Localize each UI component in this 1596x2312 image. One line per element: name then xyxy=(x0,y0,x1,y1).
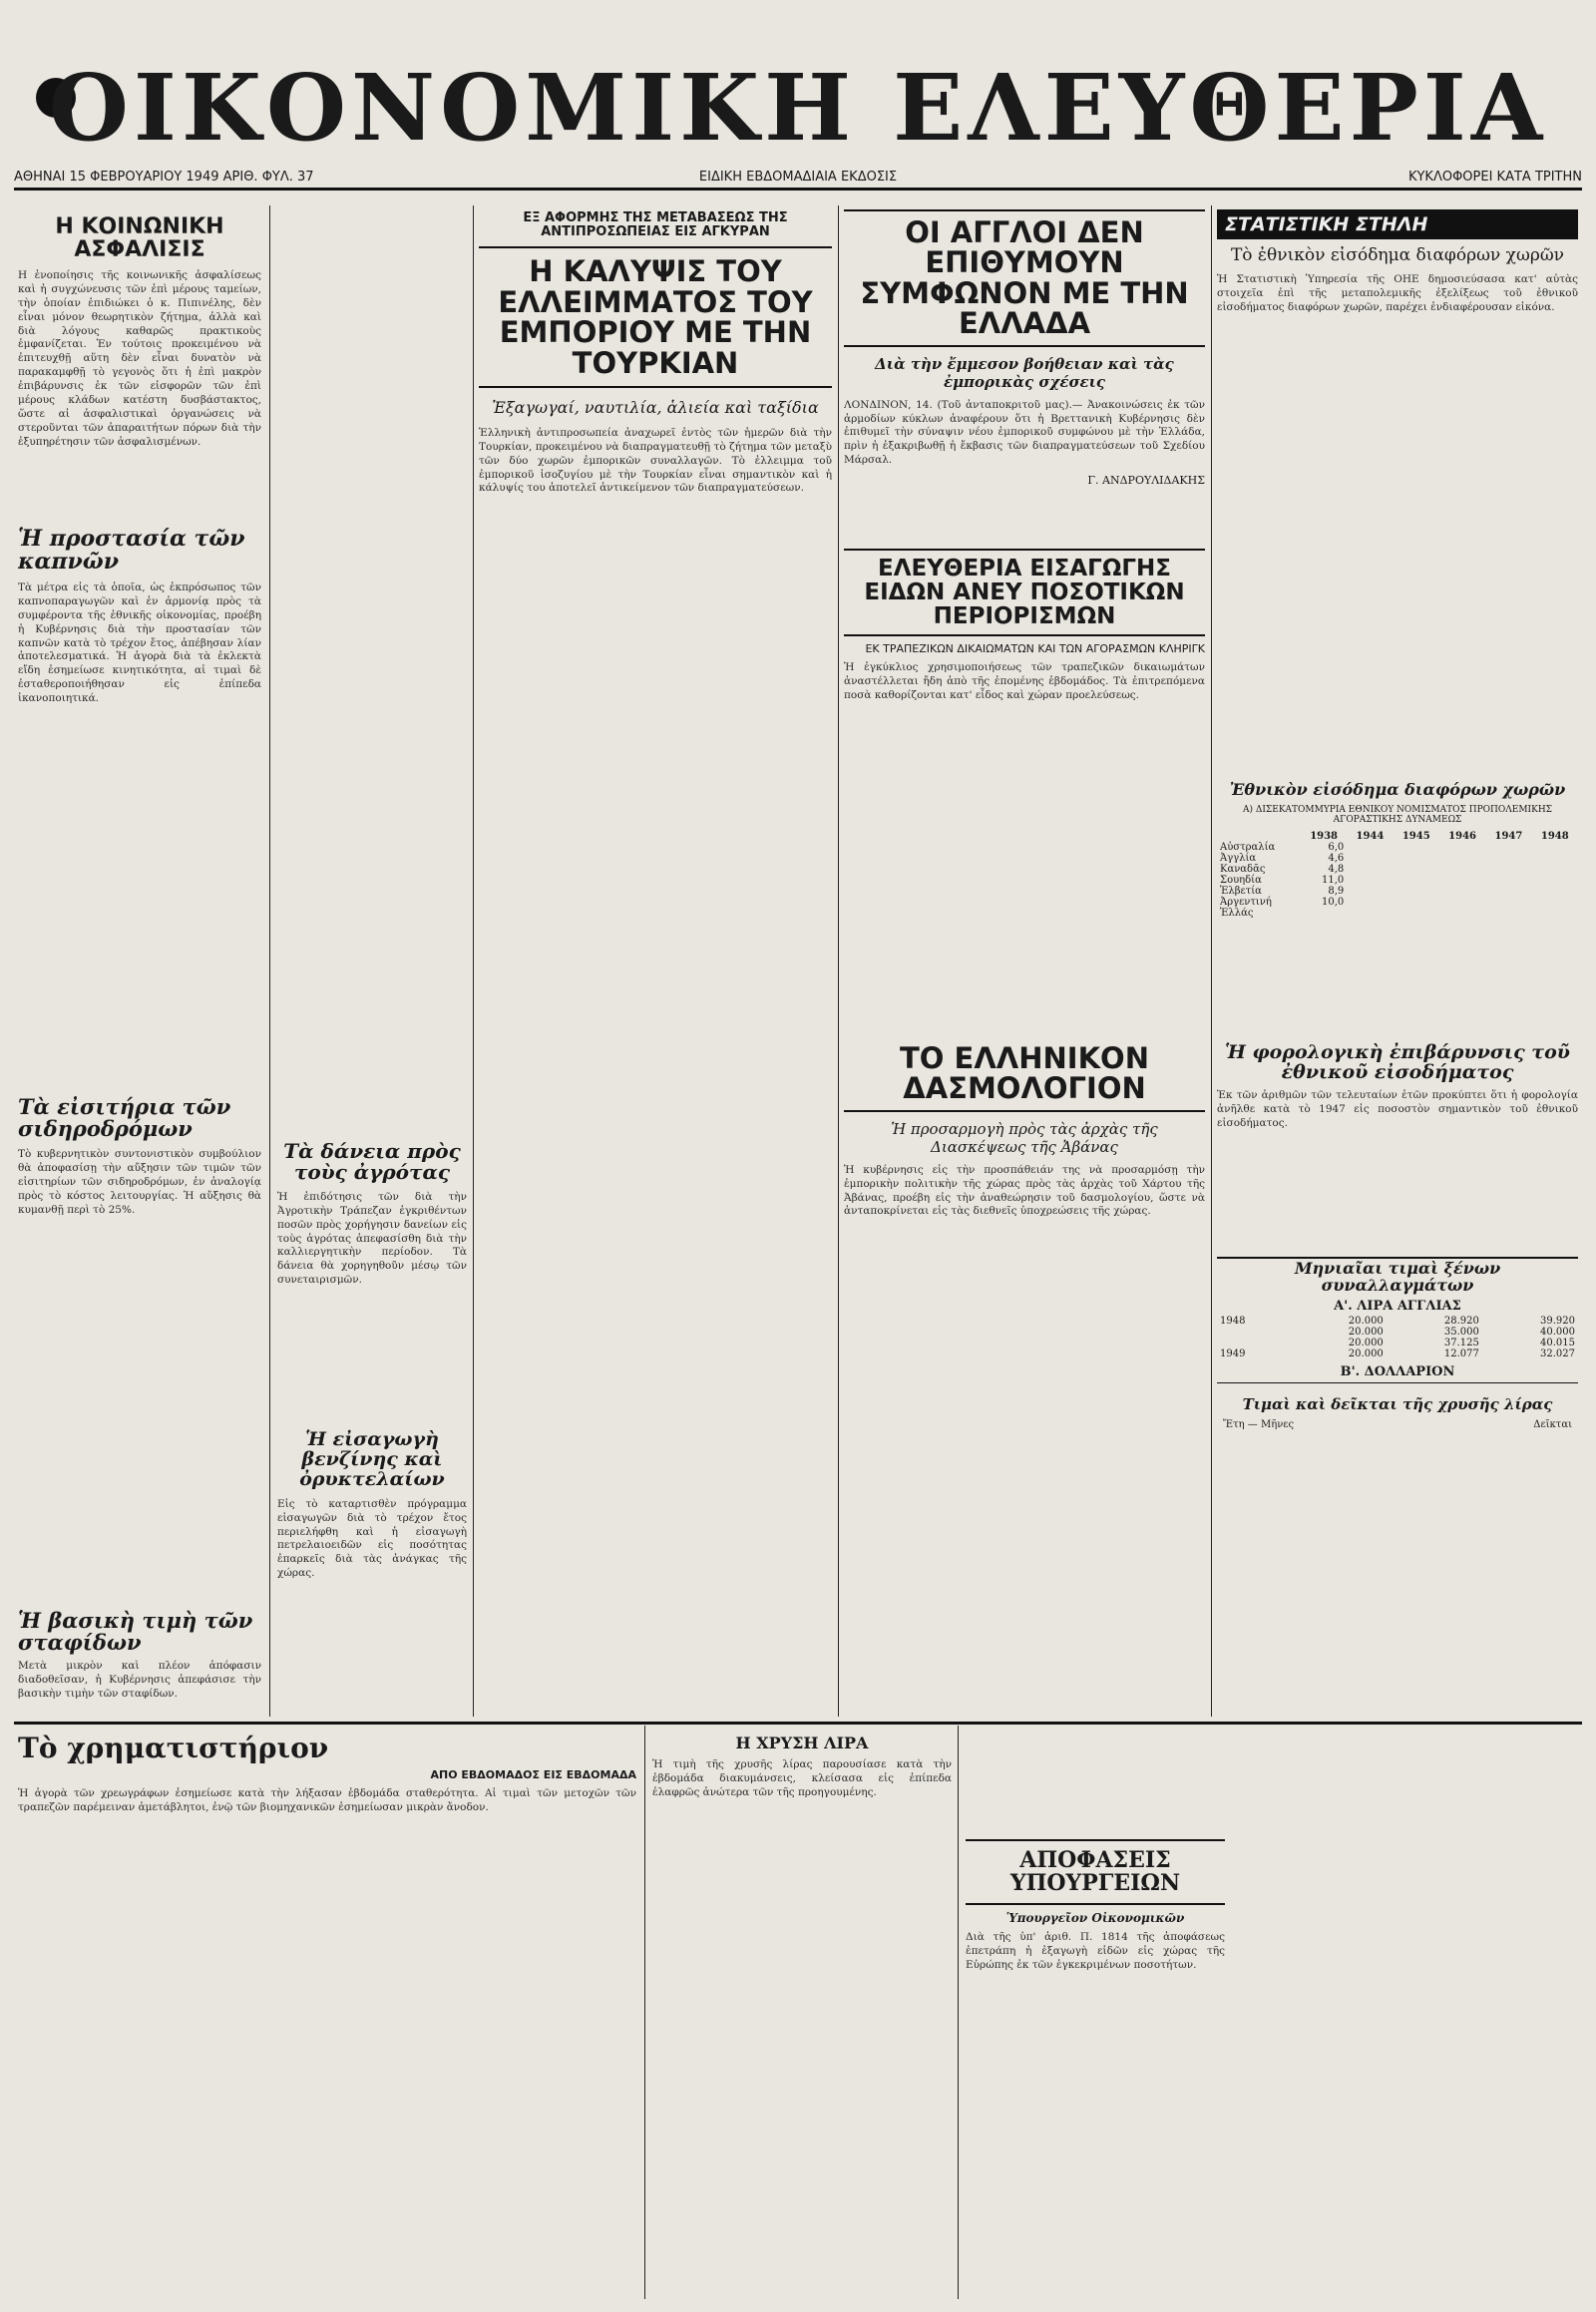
article-body: Ἑλληνικὴ ἀντιπροσωπεία ἀναχωρεῖ ἐντὸς τῶν ἡμερῶν διὰ τὴν Τουρκίαν, προκειμένου νὰ διαπραγματευθῇ τὸ ζήτημα τῶν μεταξὺ τῶν δύο χωρῶν ἐμπορικῶν συναλλαγῶν. Τὸ ἐλλειμμα τοῦ ἐμπορικοῦ ἰσοζυγίου μὲ τὴν Τουρκίαν εἶναι σημαντικὸν καὶ ἡ κάλυψίς του ἀποτελεῖ ἀντικείμενον τῶν διαπραγματεύσεων. xyxy=(479,427,832,495)
col-index-label: Δεῖκται xyxy=(1533,1418,1572,1430)
value-cell xyxy=(1532,908,1578,919)
value-cell: 6,0 xyxy=(1328,841,1345,853)
value-cell xyxy=(1532,886,1578,897)
subhead: ΕΚ ΤΡΑΠΕΖΙΚΩΝ ΔΙΚΑΙΩΜΑΤΩΝ ΚΑΙ ΤΩΝ ΑΓΟΡΑΣΜΩΝ ΚΛΗΡΙΓΚ xyxy=(865,642,1205,656)
value-cell xyxy=(1394,886,1439,897)
subhead: ΑΠΟ ΕΒΔΟΜΑΔΟΣ ΕΙΣ ΕΒΔΟΜΑΔΑ xyxy=(430,1768,636,1782)
column-rule xyxy=(1211,205,1212,1717)
headline: Η ΚΟΙΝΩΝΙΚΗ ΑΣΦΑΛΙΣΙΣ xyxy=(55,214,224,263)
header-cell: 1945 xyxy=(1401,830,1430,842)
headline: ΑΠΟΦΑΣΕΙΣ ΥΠΟΥΡΓΕΙΩΝ xyxy=(966,1839,1225,1905)
value-cell xyxy=(1485,908,1531,919)
byline: Γ. ΑΝΔΡΟΥΛΙΔΑΚΗΣ xyxy=(1087,474,1205,488)
article-body: Εἰς τὸ καταρτισθὲν πρόγραμμα εἰσαγωγῶν διὰ τὸ τρέχον ἔτος περιελήφθη καὶ ἡ εἰσαγωγὴ πετρελαιοειδῶν εἰς ποσότητας ἐπαρκεῖς διὰ τὰς ἀνάγκας τῆς χώρας. xyxy=(277,1497,467,1580)
article-body: Ἡ ἀγορὰ τῶν χρεωγράφων ἐσημείωσε κατὰ τὴν λήξασαν ἑβδομάδα σταθερότητα. Αἱ τιμαὶ τῶν μετοχῶν τῶν τραπεζῶν παρέμειναν ἀμετάβλητοι, ἐνῷ τῶν βιομηχανικῶν ἐσημείωσαν μικρὰν ἄνοδον. xyxy=(18,1787,636,1814)
headline: Τὰ δάνεια πρὸς τοὺς ἀγρότας xyxy=(283,1139,461,1184)
value-cell xyxy=(1439,908,1485,919)
value-cell xyxy=(1439,897,1485,908)
headline: Ἡ φορολογικὴ ἐπιβάρυνσις τοῦ ἐθνικοῦ εἰσοδήματος xyxy=(1225,1041,1570,1083)
section-a-title: Α'. ΛΙΡΑ ΑΓΓΛΙΑΣ xyxy=(1334,1298,1461,1314)
value-cell xyxy=(1485,886,1531,897)
article-body: Ἡ κυβέρνησις εἰς τὴν προσπάθειάν της νὰ προσαρμόσῃ τὴν ἐμπορικὴν πολιτικὴν τῆς χώρας πρὸς τὰς ἀρχὰς τοῦ Χάρτου τῆς Ἀβάνας, προέβη εἰς τὴν ἀναθεώρησιν τοῦ δασμολογίου, ὥστε νὰ ἀνταποκρίνεται εἰς τὰς διεθνεῖς ὑποχρεώσεις τῆς χώρας. xyxy=(844,1163,1205,1218)
value-cell xyxy=(1485,842,1531,853)
country-cell: Σουηδία xyxy=(1220,874,1262,886)
country-cell: Ἀγγλία xyxy=(1220,852,1257,864)
value-cell: 20.000 xyxy=(1348,1349,1384,1360)
headline: Ἡ εἰσαγωγὴ βενζίνης καὶ ὀρυκτελαίων xyxy=(299,1428,445,1490)
year-cell: 1948 xyxy=(1220,1316,1246,1328)
headline: Η ΚΑΛΥΨΙΣ ΤΟΥ ΕΛΛΕΙΜΜΑΤΟΣ ΤΟΥ ΕΜΠΟΡΙΟΥ ΜΕ ΤΗΝ ΤΟΥΡΚΙΑΝ xyxy=(479,246,832,388)
country-cell: Ἑλλάς xyxy=(1220,907,1254,919)
masthead xyxy=(14,10,1582,185)
value-cell: 10,0 xyxy=(1322,896,1345,908)
article-railway-tickets xyxy=(18,1092,261,1431)
value-cell xyxy=(1347,875,1393,886)
country-cell: Ἑλβετία xyxy=(1220,885,1262,897)
article-tax-burden xyxy=(1217,1037,1578,1237)
value-cell: 20.000 xyxy=(1348,1316,1384,1328)
table-row xyxy=(1217,1338,1578,1349)
headline: Ἡ βασικὴ τιμὴ τῶν σταφίδων xyxy=(18,1608,253,1656)
article-tariff xyxy=(844,1037,1205,1716)
value-cell xyxy=(1439,875,1485,886)
header-cell: 1944 xyxy=(1356,830,1385,842)
subhead: Διὰ τὴν ἔμμεσον βοήθειαν καὶ τὰς ἐμπορικὰς σχέσεις xyxy=(875,354,1174,391)
headline: Τὰ εἰσιτήρια τῶν σιδηροδρόμων xyxy=(18,1094,231,1142)
header-cell: 1946 xyxy=(1448,830,1477,842)
section-rule xyxy=(14,1722,1582,1725)
table-row xyxy=(1217,842,1578,853)
value-cell: 39.920 xyxy=(1540,1316,1575,1328)
value-cell xyxy=(1439,842,1485,853)
table-row xyxy=(1217,886,1578,897)
section-b-title: Β'. ΔΟΛΛΑΡΙΟΝ xyxy=(1340,1364,1455,1380)
exchange-table xyxy=(1217,1316,1578,1359)
value-cell xyxy=(1394,842,1439,853)
article-farmer-loans xyxy=(277,1137,467,1416)
edition-line: ΕΙΔΙΚΗ ΕΒΔΟΜΑΔΙΑΙΑ ΕΚΔΟΣΙΣ xyxy=(698,170,898,185)
masthead-rule xyxy=(14,188,1582,191)
year-cell xyxy=(1217,1327,1291,1338)
column-rule xyxy=(838,205,839,1717)
article-tobacco xyxy=(18,524,261,1082)
article-body: Διὰ τῆς ὑπ' ἀριθ. Π. 1814 τῆς ἀποφάσεως ἐπετράπη ἡ ἐξαγωγὴ εἰδῶν εἰς χώρας τῆς Εὐρώπης ἐκ τῶν ἐγκεκριμένων ποσοτήτων. xyxy=(966,1931,1225,1971)
article-body: Ἐκ τῶν ἀριθμῶν τῶν τελευταίων ἐτῶν προκύπτει ὅτι ἡ φορολογία ἀνῆλθε κατὰ τὸ 1947 εἰς ποσοστὸν σημαντικὸν τοῦ ἐθνικοῦ εἰσοδήματος. xyxy=(1217,1088,1578,1129)
newspaper-page xyxy=(14,10,1582,2302)
article-oil-import xyxy=(277,1426,467,1716)
value-cell: 40.015 xyxy=(1540,1338,1575,1349)
value-cell: 11,0 xyxy=(1322,874,1345,886)
column-rule xyxy=(958,1726,959,2299)
value-cell xyxy=(1485,853,1531,864)
col-year-label: Ἔτη — Μῆνες xyxy=(1223,1418,1295,1430)
table-subtitle: Α) ΔΙΣΕΚΑΤΟΜΜΥΡΙΑ ΕΘΝΙΚΟΥ ΝΟΜΙΣΜΑΤΟΣ ΠΡΟΠΟΛΕΜΙΚΗΣ ΑΓΟΡΑΣΤΙΚΗΣ ΔΥΝΑΜΕΩΣ xyxy=(1242,804,1553,825)
value-cell: 32.027 xyxy=(1540,1349,1575,1360)
income-table xyxy=(1217,831,1578,919)
value-cell: 12.077 xyxy=(1443,1349,1479,1360)
table-row xyxy=(1217,908,1578,919)
value-cell xyxy=(1347,908,1393,919)
value-cell xyxy=(1439,853,1485,864)
value-cell xyxy=(1439,886,1485,897)
article-gold-sovereign xyxy=(652,1730,952,2298)
article-body: Μετὰ μικρὸν καὶ πλέον ἀπόφασιν διαδοθεῖσαν, ἡ Κυβέρνησις ἀπεφάσισε τὴν βασικὴν τιμὴν τῶν σταφίδων. xyxy=(18,1660,261,1700)
table-header-row xyxy=(1217,831,1578,842)
year-cell xyxy=(1217,1338,1291,1349)
header-cell: 1947 xyxy=(1494,830,1523,842)
headline: Τὸ ἐθνικὸν εἰσόδημα διαφόρων χωρῶν xyxy=(1230,245,1565,265)
year-cell: 1949 xyxy=(1220,1349,1246,1360)
article-body: Τὸ κυβερνητικὸν συντονιστικὸν συμβούλιον θὰ ἀποφασίσῃ τὴν αὔξησιν τῶν τιμῶν τῶν εἰσιτηρίων τῶν σιδηροδρόμων, ἐν ἀναλογίᾳ πρὸς τὸ κόστος λειτουργίας. Ἡ αὔξησις θὰ κυμανθῇ περὶ τὸ 25%. xyxy=(18,1148,261,1216)
value-cell xyxy=(1532,853,1578,864)
value-cell xyxy=(1347,897,1393,908)
article-free-import xyxy=(844,549,1205,828)
country-cell: Ἀργεντινή xyxy=(1220,896,1272,908)
article-stock-exchange xyxy=(18,1730,636,2298)
country-cell: Αὐστραλία xyxy=(1220,841,1276,853)
circulation-line: ΚΥΚΛΟΦΟΡΕΙ ΚΑΤΑ ΤΡΙΤΗΝ xyxy=(1407,170,1582,185)
header-cell: 1948 xyxy=(1540,830,1569,842)
kicker: ΕΞ ΑΦΟΡΜΗΣ ΤΗΣ ΜΕΤΑΒΑΣΕΩΣ ΤΗΣ ΑΝΤΙΠΡΟΣΩΠΕΙΑΣ ΕΙΣ ΑΓΚΥΡΑΝ xyxy=(523,210,788,239)
value-cell: 40.000 xyxy=(1540,1327,1575,1339)
value-cell xyxy=(1394,908,1439,919)
value-cell xyxy=(1347,864,1393,875)
table-title: Μηνιαῖαι τιμαὶ ξένων συναλλαγμάτων xyxy=(1217,1257,1578,1297)
subhead: Ὑπουργεῖον Οἰκονομικῶν xyxy=(1005,1911,1185,1926)
headline: ΟΙ ΑΓΓΛΟΙ ΔΕΝ ΕΠΙΘΥΜΟΥΝ ΣΥΜΦΩΝΟΝ ΜΕ ΤΗΝ ΕΛΛΑΔΑ xyxy=(844,209,1205,347)
header-cell: 1938 xyxy=(1310,830,1339,842)
value-cell xyxy=(1485,864,1531,875)
value-cell: 4,8 xyxy=(1328,863,1345,875)
value-cell xyxy=(1394,897,1439,908)
value-cell xyxy=(1394,864,1439,875)
article-body: Ἡ ἐγκύκλιος χρησιμοποιήσεως τῶν τραπεζικῶν δικαιωμάτων ἀναστέλλεται ἤδη ἀπὸ τῆς ἐπομένης ἑβδομάδος. Τὰ ἐπιτρεπόμενα ποσὰ καθορίζονται κατ' εἶδος καὶ χώραν προελεύσεως. xyxy=(844,661,1205,702)
table-row xyxy=(1217,1327,1578,1338)
column-rule xyxy=(269,205,270,1717)
value-cell xyxy=(1532,875,1578,886)
headline: Τὸ χρηματιστήριον xyxy=(18,1732,329,1764)
value-cell: 4,6 xyxy=(1328,852,1345,864)
exchange-table-block xyxy=(1217,1257,1578,1716)
value-cell xyxy=(1485,897,1531,908)
value-cell xyxy=(1347,853,1393,864)
table-row xyxy=(1217,897,1578,908)
subhead: Ἐξαγωγαί, ναυτιλία, ἁλιεία καὶ ταξίδια xyxy=(492,398,819,418)
value-cell: 20.000 xyxy=(1348,1338,1384,1349)
value-cell: 35.000 xyxy=(1443,1327,1479,1339)
income-table-block xyxy=(1217,778,1578,1017)
table-row xyxy=(1217,864,1578,875)
value-cell xyxy=(1301,908,1347,919)
article-ministry-decisions xyxy=(966,1730,1225,2298)
subhead: Ἡ προσαρμογὴ πρὸς τὰς ἀρχὰς τῆς Διασκέψεως τῆς Ἀβάνας xyxy=(891,1119,1158,1156)
value-cell: 8,9 xyxy=(1328,885,1345,897)
value-cell: 28.920 xyxy=(1443,1316,1479,1328)
headline: Ἡ προστασία τῶν καπνῶν xyxy=(18,526,245,576)
gold-table-title: Τιμαὶ καὶ δεῖκται τῆς χρυσῆς λίρας xyxy=(1217,1382,1578,1417)
section-banner: ΣΤΑΤΙΣΤΙΚΗ ΣΤΗΛΗ xyxy=(1217,209,1578,239)
headline: ΕΛΕΥΘΕΡΙΑ ΕΙΣΑΓΩΓΗΣ ΕΙΔΩΝ ΑΝΕΥ ΠΟΣΟΤΙΚΩΝ ΠΕΡΙΟΡΙΣΜΩΝ xyxy=(844,549,1205,636)
value-cell: 37.125 xyxy=(1443,1338,1479,1349)
table-row xyxy=(1217,875,1578,886)
value-cell xyxy=(1394,853,1439,864)
article-body: Η ἐνοποίησις τῆς κοινωνικῆς ἀσφαλίσεως καὶ ἡ συγχώνευσις τῶν ἐπὶ μέρους ταμείων, τὴν ὁποίαν ἐπιδιώκει ὁ κ. Πιπινέλης, δὲν εἶναι μόνον θεωρητικὸν ζήτημα, ἀλλὰ καὶ διὰ λόγους καθαρῶς πρακτικοὺς ἐμφανίζεται. Ἐν τούτοις προκειμένου νὰ ἐπιτευχθῇ αὕτη δὲν εἶναι δυνατὸν νὰ παρακαμφθῇ τὸ γεγονὸς ὅτι ἡ ἐπὶ μακρὸν ἐπιβάρυνσις ἐκ τῶν εἰσφορῶν τῶν ἐπὶ μέρους κλάδων κατέστη δυσβάστακτος, ὥστε αἱ ἀσφαλιστικαὶ ὀργανώσεις νὰ στεροῦνται τῶν ἀπαραιτήτων πόρων διὰ τὴν ἐξυπηρέτησιν τῶν ἀσφαλισμένων. xyxy=(18,269,261,448)
header-cell xyxy=(1217,831,1301,842)
article-english-greece xyxy=(844,209,1205,519)
newspaper-title: ΟΙΚΟΝΟΜΙΚΗ ΕΛΕΥΘΕΡΙΑ xyxy=(48,54,1548,162)
article-body: Ἡ τιμὴ τῆς χρυσῆς λίρας παρουσίασε κατὰ τὴν ἑβδομάδα διακυμάνσεις, κλείσασα εἰς ἐπίπεδα ἐλαφρῶς ἀνώτερα τῶν τῆς προηγουμένης. xyxy=(652,1757,952,1798)
article-stats-column xyxy=(1217,209,1578,768)
table-row xyxy=(1217,853,1578,864)
article-raisin-price xyxy=(18,1606,261,1716)
value-cell xyxy=(1394,875,1439,886)
value-cell: 20.000 xyxy=(1348,1327,1384,1339)
article-turkey-trade xyxy=(479,209,832,1716)
table-title: Ἐθνικὸν εἰσόδημα διαφόρων χωρῶν xyxy=(1229,780,1566,799)
date-line: ΑΘΗΝΑΙ 15 ΦΕΒΡΟΥΑΡΙΟΥ 1949 ΑΡΙΘ. ΦΥΛ. 37 xyxy=(14,170,314,185)
table-row xyxy=(1217,1316,1578,1327)
value-cell xyxy=(1485,875,1531,886)
country-cell: Καναδᾶς xyxy=(1220,863,1266,875)
headline: ΤΟ ΕΛΛΗΝΙΚΟΝ ΔΑΣΜΟΛΟΓΙΟΝ xyxy=(844,1037,1205,1112)
article-body: Τὰ μέτρα εἰς τὰ ὁποῖα, ὡς ἐκπρόσωπος τῶν καπνοπαραγωγῶν καὶ ἐν ἀρμονίᾳ πρὸς τὰ συμφέροντα τῆς ἐθνικῆς οἰκονομίας, προέβη ἡ Κυβέρνησις διὰ τὴν προστασίαν τῶν καπνῶν κατὰ τὸ τρέχον ἔτος, ἀπέβησαν λίαν ἀποτελεσματικά. Ἡ ἀγορὰ διὰ τὰ ἐκλεκτὰ εἴδη ἐσημείωσε κινητικότητα, αἱ τιμαὶ δὲ ἐσταθεροποιήθησαν εἰς ἐπίπεδα ἱκανοποιητικά. xyxy=(18,581,261,705)
value-cell xyxy=(1347,886,1393,897)
column-rule xyxy=(473,205,474,1717)
table-row xyxy=(1217,1349,1578,1359)
article-body: ΛΟΝΔΙΝΟΝ, 14. (Τοῦ ἀνταποκριτοῦ μας).— Ἀνακοινώσεις ἐκ τῶν ἁρμοδίων κύκλων ἀναφέρουν ὅτι ἡ Βρεττανικὴ Κυβέρνησις δὲν ἐπιθυμεῖ τὴν σύναψιν νέου ἐμπορικοῦ συμφώνου μὲ τὴν Ἑλλάδα, πρὶν ἡ ἐξακριβωθῇ ἡ ἔκβασις τῶν διαπραγματεύσεων τοῦ Σχεδίου Μάρσαλ. xyxy=(844,398,1205,467)
value-cell xyxy=(1532,897,1578,908)
headline: Η ΧΡΥΣΗ ΛΙΡΑ xyxy=(735,1734,869,1752)
value-cell xyxy=(1532,842,1578,853)
article-social-security xyxy=(18,209,261,519)
value-cell xyxy=(1347,842,1393,853)
column-rule xyxy=(644,1726,645,2299)
value-cell xyxy=(1439,864,1485,875)
value-cell xyxy=(1532,864,1578,875)
article-body: Ἡ Στατιστικὴ Ὑπηρεσία τῆς ΟΗΕ δημοσιεύσασα κατ' αὐτὰς στοιχεῖα ἐπὶ τῆς μεταπολεμικῆς ἐξελίξεως τοῦ ἐθνικοῦ εἰσοδήματος διαφόρων χωρῶν, παρέχει ἐνδιαφέρουσαν εἰκόνα. xyxy=(1217,272,1578,313)
article-body: Ἡ ἐπιδότησις τῶν διὰ τὴν Ἀγροτικὴν Τράπεζαν ἐγκριθέντων ποσῶν πρὸς χορήγησιν δανείων εἰς τοὺς ἀγρότας ἀπεφασίσθη διὰ τὴν καλλιεργητικὴν περίοδον. Τὰ δάνεια θὰ χορηγηθοῦν μέσῳ τῶν συνεταιρισμῶν. xyxy=(277,1191,467,1287)
